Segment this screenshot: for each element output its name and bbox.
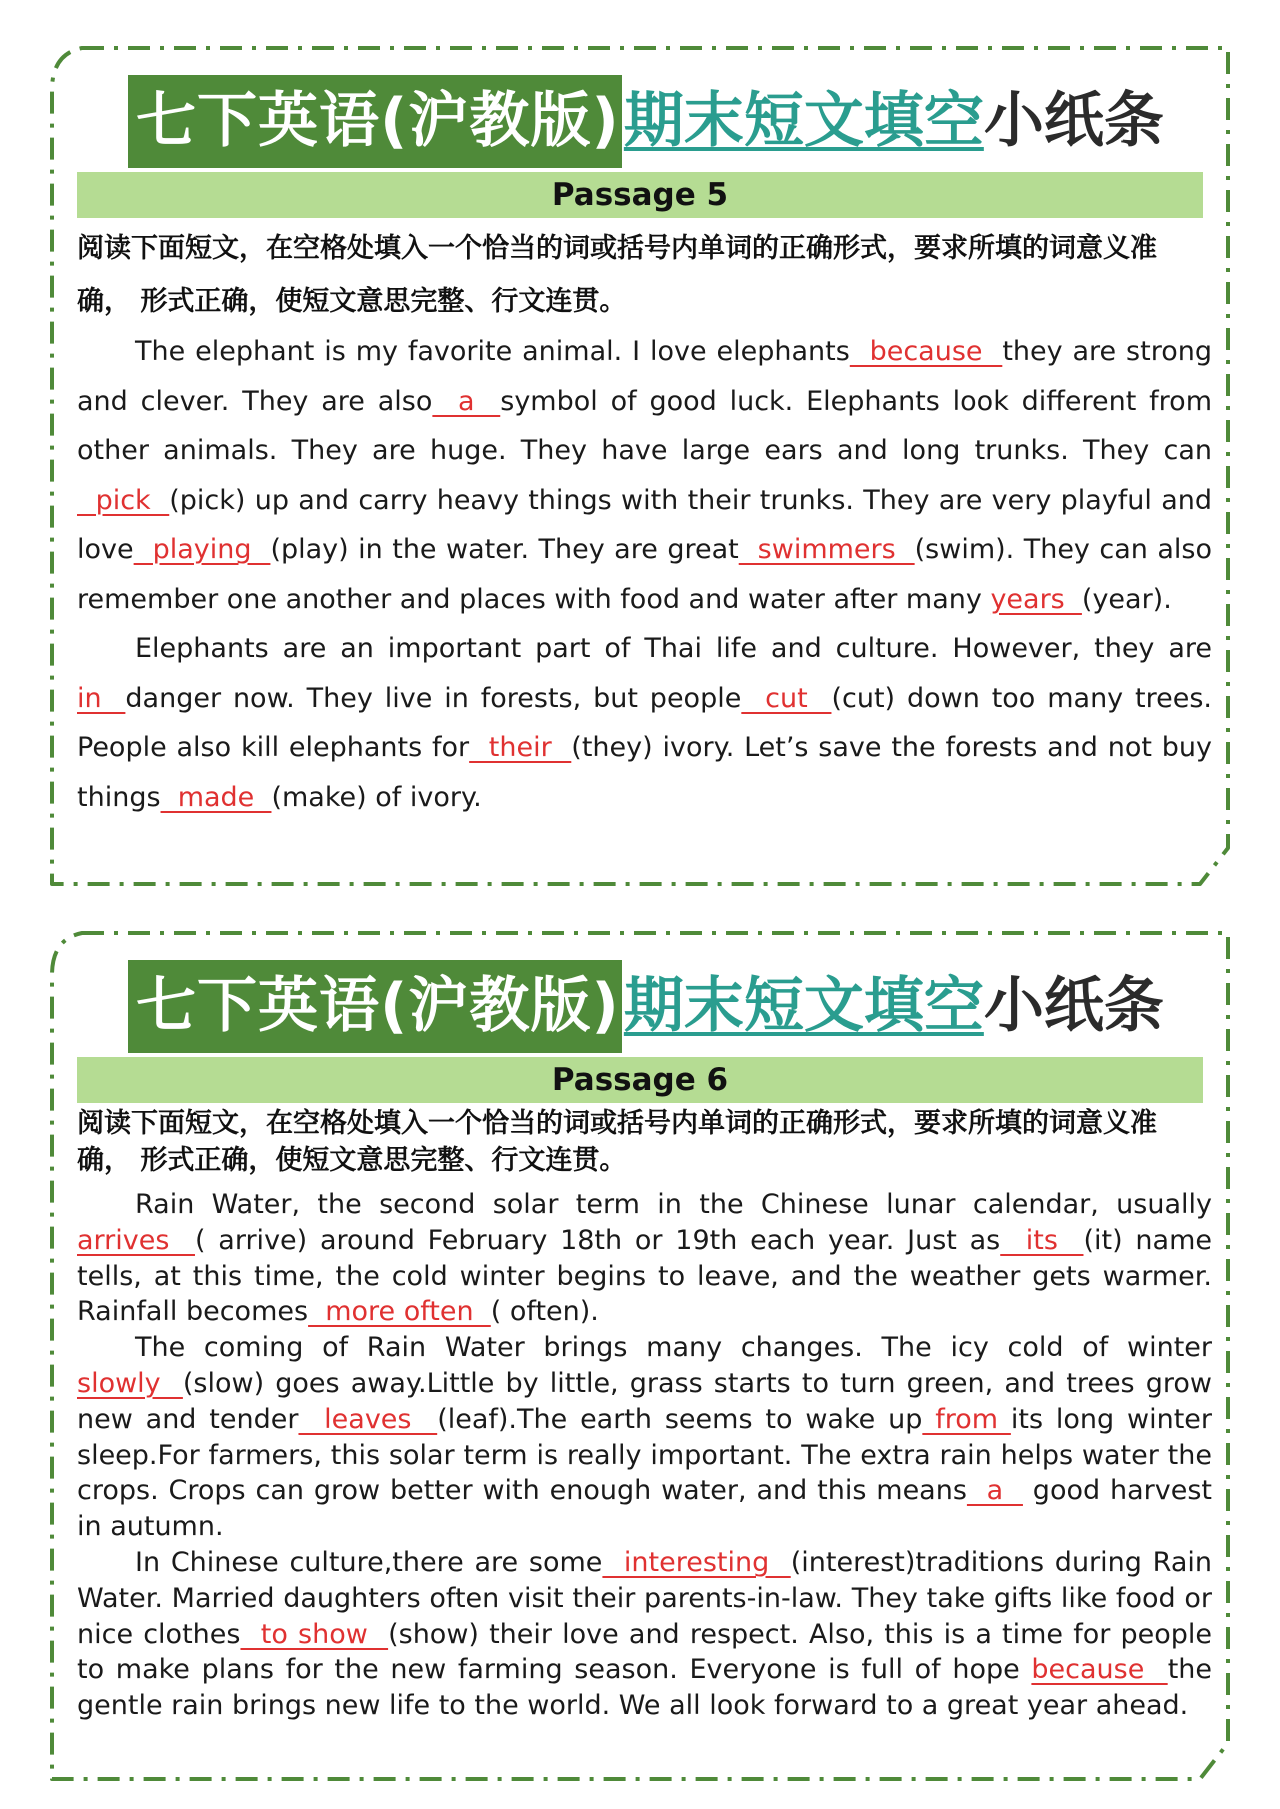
passage-text: (it) name tells, at this time, the cold winter begins to leave, and the weather gets warmer. Rainfall becomes [77, 1224, 1212, 1328]
answer-blank: from [922, 1403, 1011, 1435]
passage-label: Passage 6 [77, 1057, 1203, 1103]
answer-blank: a [432, 385, 501, 417]
passage-body [77, 327, 1212, 822]
passage-paragraph [77, 624, 1212, 822]
answer-blank: in [77, 682, 126, 714]
answer-blank: their [469, 732, 572, 763]
passage-text: (they) ivory. Let’s save the forests and not buy things [77, 732, 1212, 813]
passage-text: (leaf).The earth seems to wake up [437, 1403, 923, 1435]
worksheet-title [128, 960, 1164, 1053]
answer-blank: swimmers [738, 534, 915, 565]
worksheet-title [128, 75, 1164, 168]
passage-text: good harvest in autumn. [77, 1475, 1212, 1543]
passage-body [77, 1187, 1212, 1724]
title-grade-edition: 七下英语(沪教版) [128, 960, 622, 1053]
passage-text: its long winter sleep.For farmers, this solar term is really important. The extra rain helps water the crops. Crops can grow better with enough water, and this means [77, 1403, 1212, 1507]
passage-paragraph [77, 1330, 1212, 1545]
passage-text: Rain Water, the second solar term in the Chinese lunar calendar, usually [135, 1189, 1212, 1220]
passage-text: Elephants are an important part of Thai life and culture. However, they are [135, 633, 1212, 664]
instruction-text: 阅读下面短文，在空格处填入一个恰当的词或括号内单词的正确形式，要求所填的词意义准确， 形式正确，使短文意思完整、行文连贯。 [77, 1108, 1157, 1176]
passage-text: (swim). They can also remember one another and places with food and water after many [77, 534, 1212, 615]
passage-label: Passage 5 [77, 172, 1203, 218]
answer-blank: arrives [77, 1224, 195, 1256]
answer-blank: leaves [298, 1403, 438, 1435]
passage-text: The coming of Rain Water brings many changes. The icy cold of winter [135, 1332, 1212, 1364]
answer-blank: more often [308, 1296, 491, 1328]
passage-text: (slow) goes away.Little by little, grass starts to turn green, and trees grow new and tender [77, 1367, 1212, 1435]
passage-text: (interest)traditions during Rain Water. Married daughters often visit their parents-in-law. They take gifts like food or nice clothes [77, 1546, 1212, 1650]
answer-blank: because [1031, 1654, 1168, 1686]
passage-text: they are strong and clever. They are also [77, 336, 1212, 417]
answer-blank: pick [77, 484, 170, 516]
title-note: 小纸条 [983, 971, 1164, 1041]
passage-text: (year). [1081, 583, 1172, 615]
title-note: 小纸条 [983, 86, 1164, 156]
worksheet-card-2 [48, 925, 1238, 1785]
passage-paragraph [77, 327, 1212, 624]
passage-text: ( arrive) around February 18th or 19th each year. Just as [194, 1224, 1001, 1256]
passage-text: danger now. They live in forests, but people [125, 682, 742, 714]
answer-blank: interesting [602, 1546, 791, 1578]
answer-blank: because [849, 336, 1003, 367]
passage-paragraph [77, 1187, 1212, 1330]
instruction-text: 阅读下面短文，在空格处填入一个恰当的词或括号内单词的正确形式，要求所填的词意义准确， 形式正确，使短文意思完整、行文连贯。 [77, 233, 1157, 317]
passage-text: (make) of ivory. [271, 781, 482, 813]
passage-text: (show) their love and respect. Also, this is a time for people to make plans for the new farming season. Everyone is full of hope [77, 1618, 1212, 1686]
answer-blank: playing [133, 534, 271, 565]
passage-text: (play) in the water. They are great [270, 534, 739, 565]
worksheet-card-1 [48, 40, 1238, 890]
passage-text: symbol of good luck. Elephants look different from other animals. They are huge. They have large ears and long trunks. They can [77, 385, 1212, 466]
title-exam-type: 期末短文填空 [623, 971, 984, 1041]
passage-text: ( often). [490, 1296, 599, 1328]
title-grade-edition: 七下英语(沪教版) [128, 75, 622, 168]
answer-blank: cut [741, 682, 832, 714]
passage-text: (cut) down too many trees. People also kill elephants for [77, 682, 1213, 763]
answer-blank: its [1000, 1224, 1084, 1256]
title-exam-type: 期末短文填空 [623, 86, 984, 156]
passage-text: the gentle rain brings new life to the world. We all look forward to a great year ahead. [77, 1654, 1212, 1722]
answer-blank: made [160, 781, 272, 813]
passage-text: (pick) up and carry heavy things with their trunks. They are very playful and love [77, 484, 1212, 565]
answer-blank: years [990, 583, 1082, 615]
answer-blank: slowly [77, 1367, 183, 1399]
passage-text: The elephant is my favorite animal. I love elephants [135, 336, 850, 367]
passage-paragraph [77, 1545, 1212, 1724]
passage-text: In Chinese culture,there are some [135, 1546, 603, 1578]
answer-blank: a [966, 1475, 1023, 1507]
answer-blank: to show [240, 1618, 389, 1650]
